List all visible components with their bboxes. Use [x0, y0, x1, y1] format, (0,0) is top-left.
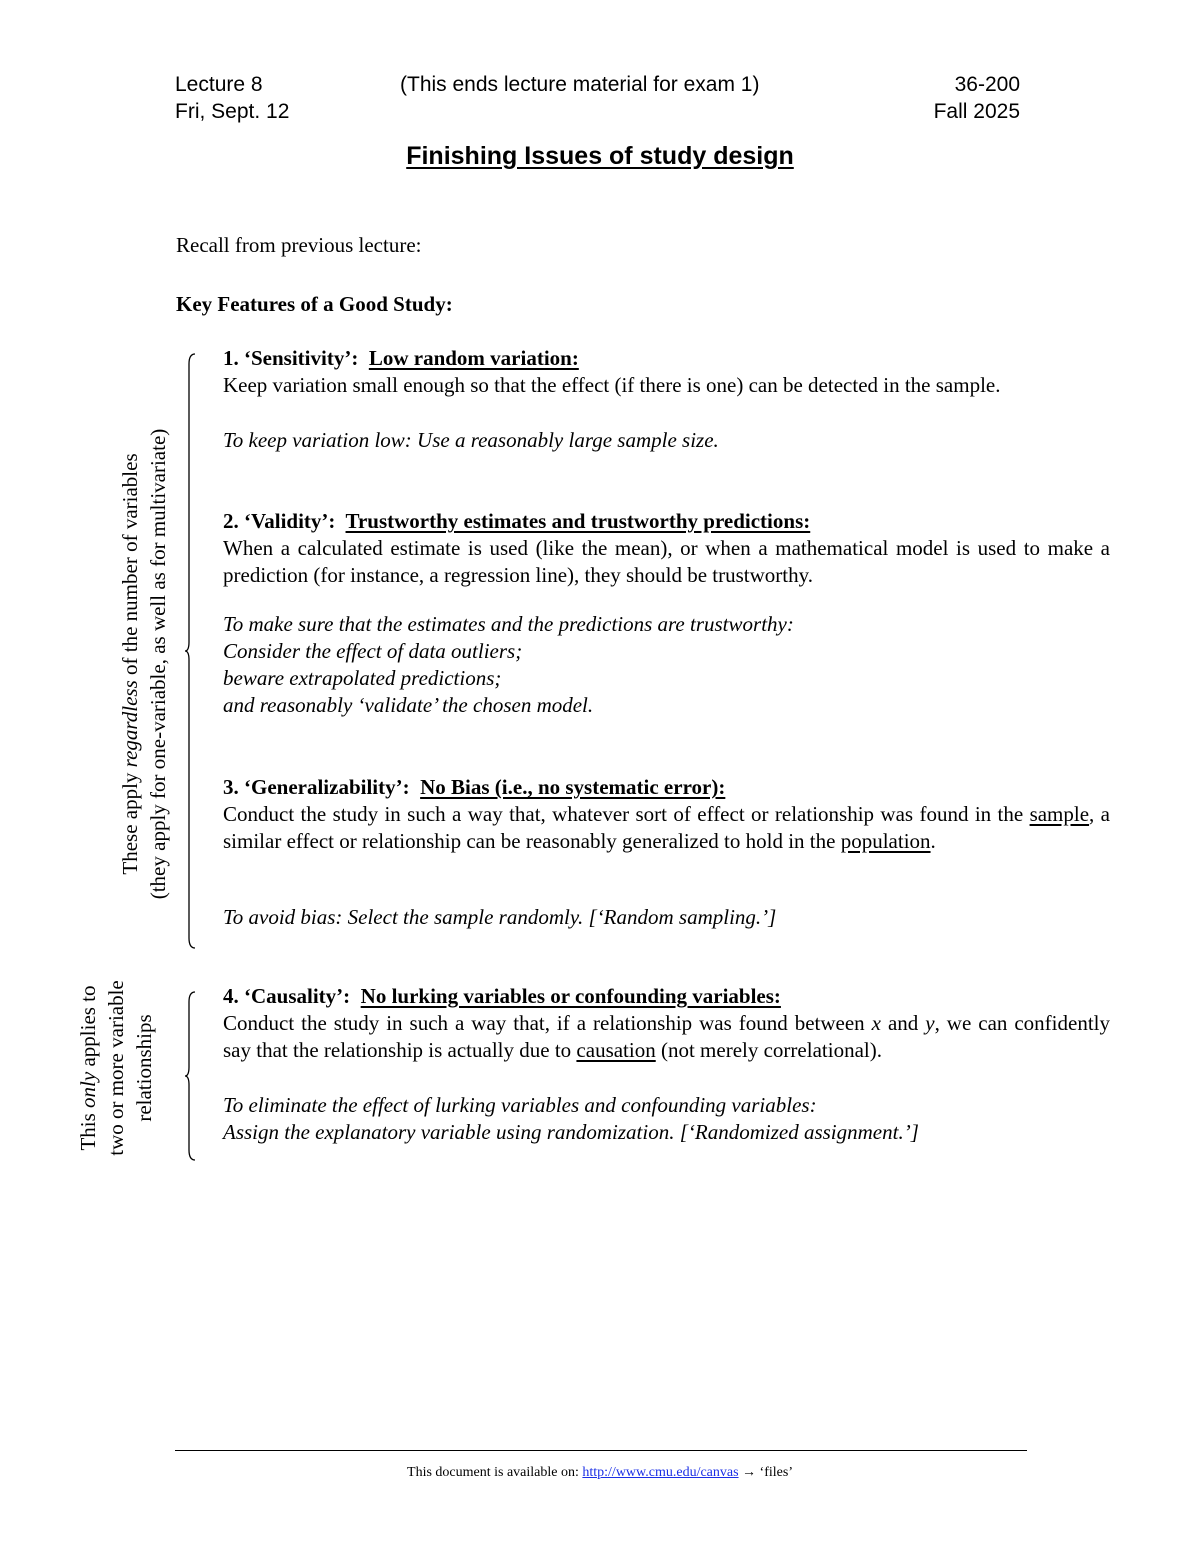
- side-note-1-line-1-a: These apply: [118, 767, 142, 875]
- footer-text: This document is available on:: [407, 1465, 583, 1480]
- footer-suffix: → ‘files’: [738, 1465, 793, 1480]
- item-2-name: ‘Validity’:: [244, 509, 336, 533]
- item-2-number: 2.: [223, 509, 244, 533]
- item-4-var-x: x: [871, 1011, 881, 1035]
- side-note-2-line-1: [74, 968, 102, 1168]
- item-1-tip: To keep variation low: Use a reasonably large sample size.: [223, 428, 719, 452]
- exam-note: (This ends lecture material for exam 1): [400, 73, 760, 96]
- item-3-name: ‘Generalizability’:: [244, 775, 410, 799]
- item-4-body: [223, 1010, 1110, 1064]
- item-3-tip: To avoid bias: Select the sample randomly. [‘Random sampling.’]: [223, 905, 777, 929]
- side-note-1-line-2: (they apply for one-variable, as well as for multivariate): [146, 428, 170, 900]
- item-4-body-causation: causation: [576, 1038, 656, 1062]
- item-4-body-a: Conduct the study in such a way that, if a relationship was found between: [223, 1011, 872, 1035]
- item-2-tip-4: and reasonably ‘validate’ the chosen model.: [223, 693, 594, 717]
- side-note-all-variables: [116, 394, 176, 934]
- item-3-body-b: , a similar effect or relationship can be reasonably generalized to hold in the: [223, 802, 1110, 853]
- item-4-title: No lurking variables or confounding variables:: [360, 984, 781, 1008]
- item-2-heading: [223, 508, 810, 535]
- item-4-name: ‘Causality’:: [244, 984, 351, 1008]
- item-4-tip-2: Assign the explanatory variable using randomization. [‘Randomized assignment.’]: [223, 1120, 919, 1144]
- side-note-2-line-2: two or more variable: [104, 980, 128, 1156]
- side-note-1-line-1: [116, 394, 144, 934]
- side-note-2-line-3: relationships: [132, 1014, 156, 1122]
- item-4-var-y: y: [925, 1011, 935, 1035]
- side-note-2-line-1-b: applies to: [76, 985, 100, 1072]
- item-3-title: No Bias (i.e., no systematic error):: [420, 775, 726, 799]
- term: Fall 2025: [933, 100, 1020, 123]
- item-1-number: 1.: [223, 346, 244, 370]
- footer: [0, 1465, 1200, 1481]
- footer-link[interactable]: http://www.cmu.edu/canvas: [582, 1465, 739, 1480]
- item-4-body-c: (not merely correlational).: [655, 1038, 882, 1062]
- item-4-number: 4.: [223, 984, 244, 1008]
- lecture-date: Fri, Sept. 12: [175, 100, 290, 123]
- page-title-text: Finishing Issues of study design: [406, 142, 794, 170]
- item-1-name: ‘Sensitivity’:: [244, 346, 359, 370]
- item-3-body-a: Conduct the study in such a way that, whatever sort of effect or relationship was found in the: [223, 802, 1030, 826]
- side-note-2-line-1-a: This: [76, 1107, 100, 1151]
- item-3-number: 3.: [223, 775, 244, 799]
- item-4-body-and: and: [880, 1011, 926, 1035]
- item-3-body-c: .: [930, 829, 936, 853]
- item-1-body: Keep variation small enough so that the effect (if there is one) can be detected in the sample.: [223, 373, 1001, 397]
- lecture-number: Lecture 8: [175, 73, 263, 96]
- side-note-2-emphasis: only: [76, 1071, 100, 1108]
- page-title: [0, 142, 1200, 171]
- item-4-tip-1: To eliminate the effect of lurking variables and confounding variables:: [223, 1093, 817, 1117]
- recall-text: Recall from previous lecture:: [176, 233, 422, 257]
- item-2-tip-2: Consider the effect of data outliers;: [223, 639, 523, 663]
- side-note-1-emphasis: regardless: [118, 680, 142, 768]
- side-note-1-line-1-b: of the number of variables: [118, 453, 142, 681]
- item-2-title: Trustworthy estimates and trustworthy predictions:: [345, 509, 811, 533]
- brace-items-1-3: [180, 352, 200, 950]
- brace-item-4: [180, 990, 200, 1162]
- item-4-body-b: , we can confidently say that the relationship is actually due to: [223, 1011, 1110, 1062]
- item-3-body-population: population: [840, 829, 931, 853]
- item-2-tip-1: To make sure that the estimates and the predictions are trustworthy:: [223, 612, 794, 636]
- item-1-title: Low random variation:: [368, 346, 579, 370]
- footer-rule: [175, 1450, 1027, 1451]
- item-2-tip-3: beware extrapolated predictions;: [223, 666, 502, 690]
- item-3-body: [223, 801, 1110, 855]
- item-2-body: When a calculated estimate is used (like the mean), or when a mathematical model is used to make a prediction (for instance, a regression line), they should be trustworthy.: [223, 536, 1110, 587]
- item-1-heading: [223, 345, 579, 372]
- item-3-heading: [223, 774, 725, 801]
- side-note-multivariable: [74, 968, 162, 1168]
- item-3-body-sample: sample: [1029, 802, 1090, 826]
- key-features-heading: Key Features of a Good Study:: [176, 292, 453, 316]
- item-4-heading: [223, 983, 781, 1010]
- course-number: 36-200: [954, 73, 1020, 96]
